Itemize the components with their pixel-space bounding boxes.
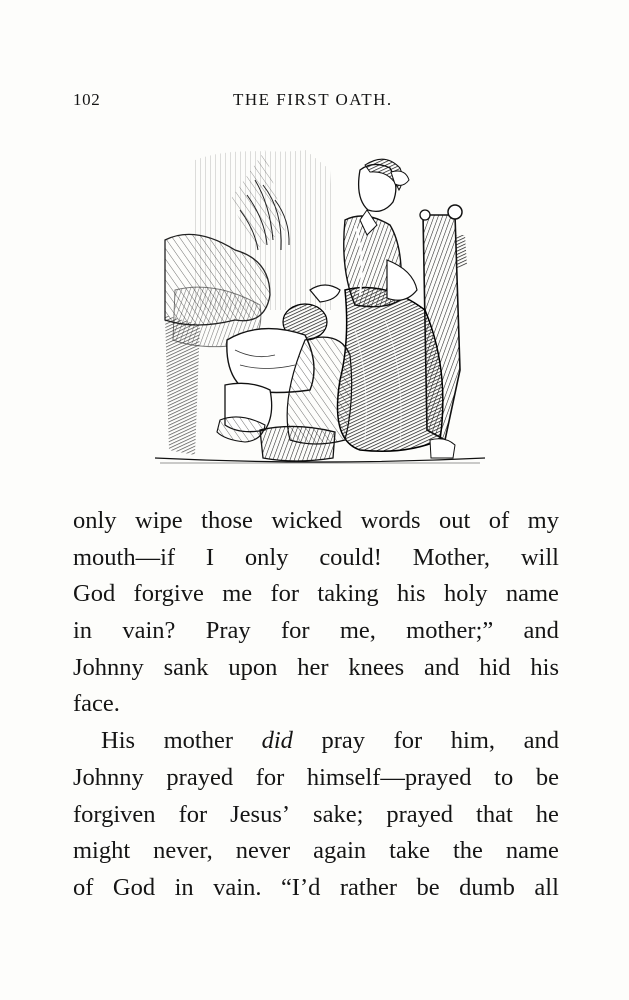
word: vain? xyxy=(122,617,176,645)
word: face. xyxy=(73,690,120,718)
word: me, xyxy=(339,617,376,645)
word: for xyxy=(270,580,300,608)
word: in xyxy=(73,617,93,645)
word: prayed xyxy=(386,800,454,828)
word: the xyxy=(452,837,483,865)
text-line xyxy=(73,686,559,723)
word: that xyxy=(476,800,513,828)
word: of xyxy=(488,507,510,534)
word: dumb xyxy=(459,873,515,901)
word: wipe xyxy=(135,507,183,534)
word: only xyxy=(73,507,117,534)
text-line xyxy=(73,797,559,834)
word: again xyxy=(313,837,367,865)
word: sank xyxy=(163,653,209,681)
word: for xyxy=(178,800,208,828)
word: God xyxy=(112,873,156,901)
word: mother;” xyxy=(406,617,494,645)
text-line xyxy=(73,540,559,577)
word: in xyxy=(174,873,194,901)
word: take xyxy=(389,837,430,865)
word: wicked xyxy=(271,507,343,534)
text-line xyxy=(73,503,559,540)
word: vain. xyxy=(213,873,262,901)
text-line xyxy=(73,723,559,760)
word: for xyxy=(393,727,423,755)
word: could! xyxy=(319,543,382,571)
word: only xyxy=(244,543,289,571)
text-line xyxy=(73,613,559,650)
word: Johnny xyxy=(73,763,144,791)
text-line xyxy=(73,576,559,613)
word: out xyxy=(438,507,471,534)
word: her xyxy=(297,653,329,681)
word: himself—prayed xyxy=(306,763,472,791)
word: name xyxy=(505,837,559,865)
word: prayed xyxy=(166,763,234,791)
word: never, xyxy=(153,837,213,865)
word: sake; xyxy=(313,800,364,828)
word: of xyxy=(73,873,94,901)
word: all xyxy=(534,873,559,901)
chapter-title: THE FIRST OATH. xyxy=(233,90,393,109)
word: pray xyxy=(321,727,366,755)
word: name xyxy=(505,580,559,608)
word: taking xyxy=(317,580,379,608)
word: never xyxy=(235,837,291,865)
word: him, xyxy=(450,727,496,755)
word: and xyxy=(424,653,460,681)
word: rather xyxy=(339,873,397,901)
word: I xyxy=(205,543,215,571)
word: did xyxy=(261,727,293,755)
word: he xyxy=(535,800,559,828)
running-head xyxy=(73,90,559,114)
word: Johnny xyxy=(73,653,144,681)
word: forgiven xyxy=(73,800,156,828)
word: for xyxy=(280,617,310,645)
body-text xyxy=(73,503,559,907)
word: and xyxy=(523,617,559,645)
word: be xyxy=(535,763,559,791)
text-line xyxy=(73,650,559,687)
word: mother xyxy=(163,727,234,755)
word: might xyxy=(73,837,131,865)
word: “I’d xyxy=(280,873,321,901)
word: those xyxy=(201,507,253,534)
word: be xyxy=(416,873,440,901)
word: forgive xyxy=(133,580,204,608)
word: God xyxy=(73,580,116,608)
word: hid xyxy=(479,653,511,681)
word: Mother, xyxy=(412,543,491,571)
text-line xyxy=(73,833,559,870)
word: knees xyxy=(348,653,405,681)
word: my xyxy=(527,507,559,534)
word: will xyxy=(520,543,559,571)
word: words xyxy=(360,507,421,534)
word: and xyxy=(523,727,559,755)
word: to xyxy=(494,763,514,791)
page-number: 102 xyxy=(73,90,101,109)
word: his xyxy=(530,653,559,681)
word: holy xyxy=(443,580,488,608)
word: me xyxy=(222,580,253,608)
word: Pray xyxy=(205,617,251,645)
word: Jesus’ xyxy=(230,800,291,828)
word: His xyxy=(101,727,136,755)
word: mouth—if xyxy=(73,543,176,571)
word: for xyxy=(255,763,285,791)
word: upon xyxy=(228,653,278,681)
text-line xyxy=(73,870,559,907)
mother-and-child-engraving-icon xyxy=(155,140,485,470)
word: his xyxy=(397,580,426,608)
text-line xyxy=(73,760,559,797)
engraving-illustration xyxy=(155,140,485,470)
